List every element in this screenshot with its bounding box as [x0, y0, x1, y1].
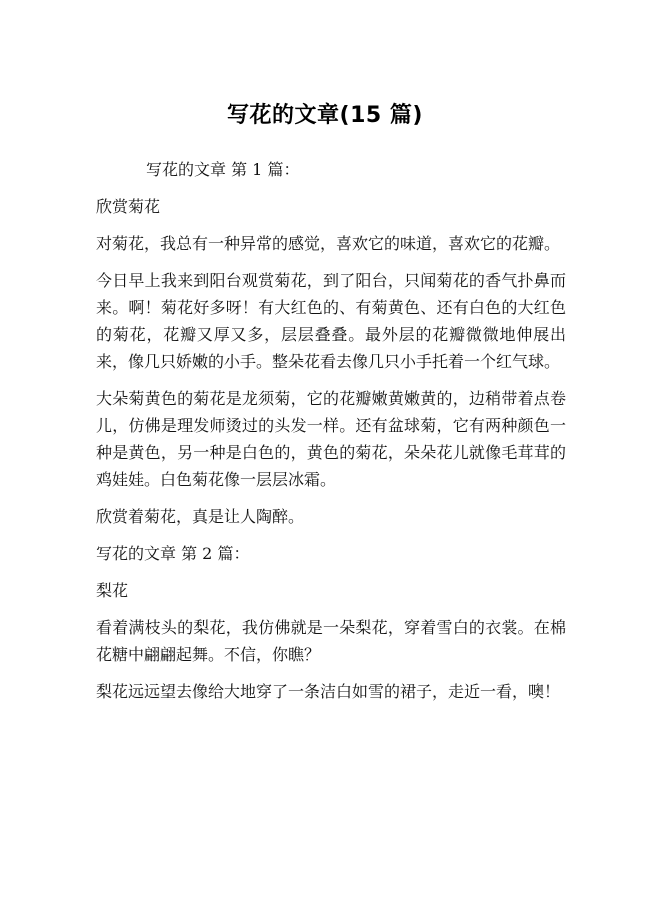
- document-body: [96, 156, 566, 715]
- section-heading-1: 写花的文章 第 1 篇：: [146, 160, 300, 179]
- paragraph: 欣赏着菊花，真是让人陶醉。: [96, 507, 305, 526]
- paragraph: 对菊花，我总有一种异常的感觉，喜欢它的味道，喜欢它的花瓣。: [96, 234, 561, 253]
- essay-title-1: 欣赏菊花: [96, 197, 161, 216]
- paragraph: 梨花远远望去像给大地穿了一条洁白如雪的裙子，走近一看，噢！: [96, 682, 561, 701]
- paragraph: 今日早上我来到阳台观赏菊花，到了阳台，只闻菊花的香气扑鼻而来。啊！菊花好多呀！有大红色的、有菊黄色、还有白色的大红色的菊花，花瓣又厚又多，层层叠叠。最外层的花瓣微微地伸展出来，像几只娇嫩的小手。整朵花看去像几只小手托着一个红气球。: [96, 271, 566, 371]
- paragraph: 大朵菊黄色的菊花是龙须菊，它的花瓣嫩黄嫩黄的，边稍带着点卷儿，仿佛是理发师烫过的头发一样。还有盆球菊，它有两种颜色一种是黄色，另一种是白色的，黄色的菊花，朵朵花儿就像毛茸茸的鸡娃娃。白色菊花像一层层冰霜。: [96, 389, 566, 489]
- section-heading-2: 写花的文章 第 2 篇：: [96, 544, 250, 563]
- paragraph: 看着满枝头的梨花，我仿佛就是一朵梨花，穿着雪白的衣裳。在棉花糖中翩翩起舞。不信，你瞧？: [96, 618, 566, 664]
- essay-title-2: 梨花: [96, 581, 129, 600]
- document-title: 写花的文章(15 篇): [227, 103, 423, 128]
